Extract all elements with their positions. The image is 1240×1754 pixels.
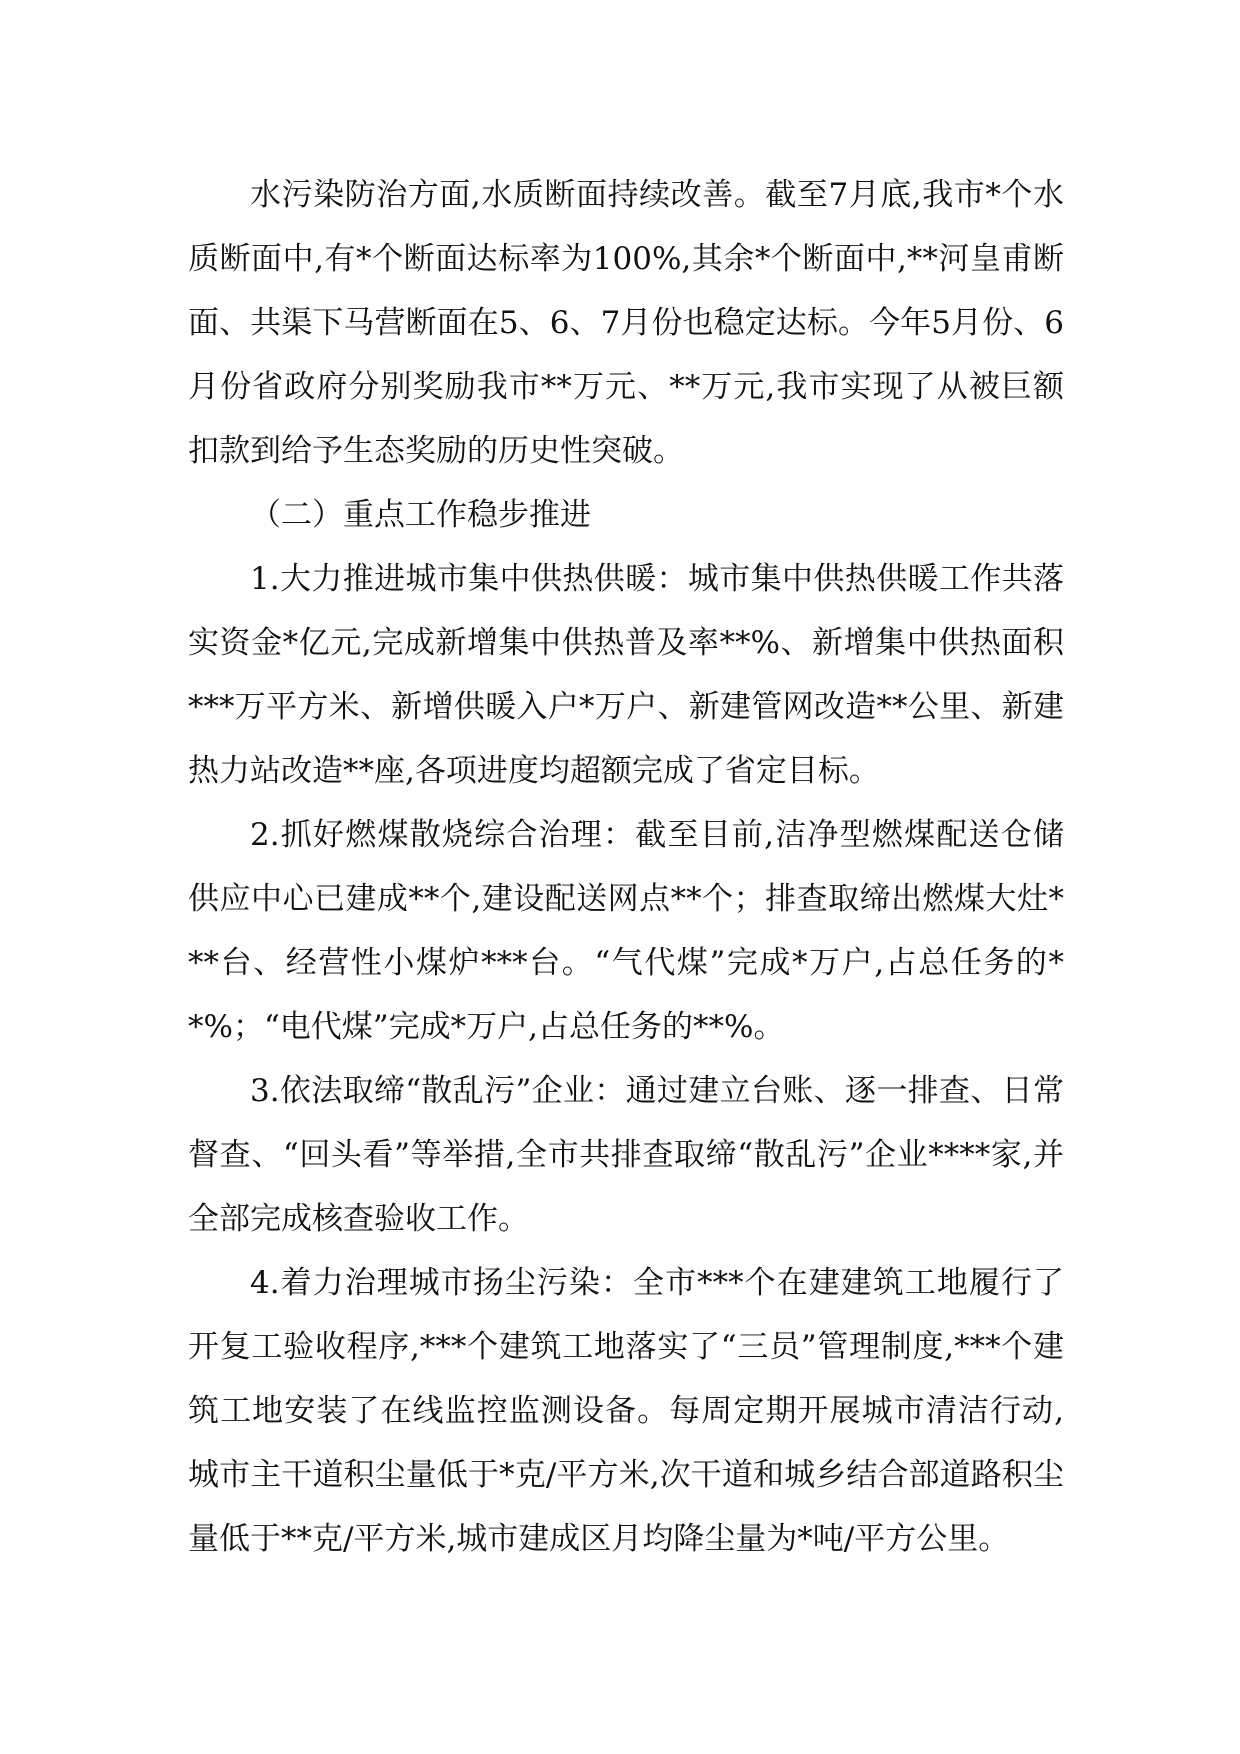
paragraph-coal-burning: 2.抓好燃煤散烧综合治理：截至目前,洁净型燃煤配送仓储供应中心已建成**个,建设配送网点**个；排查取缔出燃煤大灶***台、经营性小煤炉***台。“气代煤”完成*万户,占总任务的**%；“电代煤”完成*万户,占总任务的**%。 — [188, 817, 1064, 1045]
document-body — [188, 163, 1064, 1571]
paragraph-dust-pollution: 4.着力治理城市扬尘污染：全市***个在建建筑工地履行了开复工验收程序,***个建筑工地落实了“三员”管理制度,***个建筑工地安装了在线监控监测设备。每周定期开展城市清洁行动,城市主干道积尘量低于*克/平方米,次干道和城乡结合部道路积尘量低于**克/平方米,城市建成区月均降尘量为*吨/平方公里。 — [188, 1265, 1064, 1557]
paragraph-scattered-enterprises: 3.依法取缔“散乱污”企业：通过建立台账、逐一排查、日常督查、“回头看”等举措,全市共排查取缔“散乱污”企业****家,并全部完成核查验收工作。 — [188, 1073, 1064, 1237]
paragraph-central-heating: 1.大力推进城市集中供热供暖：城市集中供热供暖工作共落实资金*亿元,完成新增集中供热普及率**%、新增集中供热面积***万平方米、新增供暖入户*万户、新建管网改造**公里、新建热力站改造**座,各项进度均超额完成了省定目标。 — [188, 561, 1064, 789]
section-heading-key-work: （二）重点工作稳步推进 — [250, 497, 591, 533]
paragraph-water-pollution: 水污染防治方面,水质断面持续改善。截至7月底,我市*个水质断面中,有*个断面达标率为100%,其余*个断面中,**河皇甫断面、共渠下马营断面在5、6、7月份也稳定达标。今年5月份、6月份省政府分别奖励我市**万元、**万元,我市实现了从被巨额扣款到给予生态奖励的历史性突破。 — [188, 177, 1064, 469]
